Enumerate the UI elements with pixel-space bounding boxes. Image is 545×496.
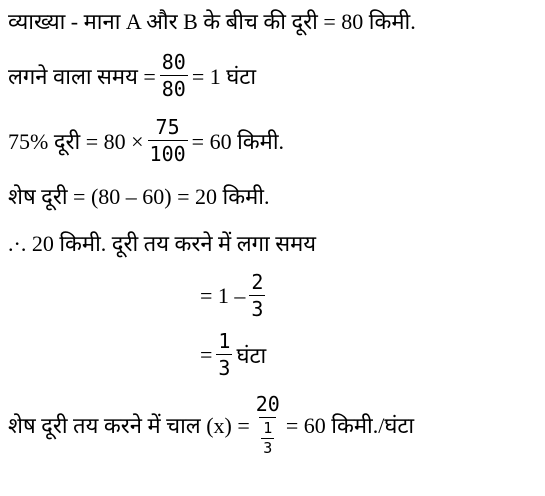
time-subtraction-row bbox=[200, 272, 269, 319]
time-subtraction-label: = 1 – bbox=[200, 282, 246, 308]
fraction-denominator bbox=[259, 417, 276, 456]
fraction-denominator: 100 bbox=[149, 142, 186, 166]
percent-distance-row bbox=[8, 117, 284, 164]
fraction-numerator: 2 bbox=[251, 270, 264, 294]
time-taken-row bbox=[8, 52, 256, 99]
one-third-fraction bbox=[216, 331, 232, 378]
nested-numerator: 1 bbox=[263, 419, 273, 437]
speed-fraction bbox=[254, 394, 282, 456]
percent-distance-result: = 60 किमी. bbox=[191, 128, 285, 154]
fraction-numerator: 20 bbox=[255, 392, 280, 416]
nested-denominator: 3 bbox=[263, 439, 273, 457]
fraction-denominator: 3 bbox=[251, 297, 264, 321]
time-result-equals: = bbox=[200, 341, 213, 367]
explanation-heading bbox=[8, 6, 416, 36]
therefore-text: .·. 20 किमी. दूरी तय करने में लगा समय bbox=[8, 231, 317, 256]
speed-row bbox=[8, 394, 414, 456]
nested-fraction bbox=[261, 421, 274, 456]
fraction-denominator: 80 bbox=[161, 77, 186, 101]
fraction-denominator: 3 bbox=[218, 356, 231, 380]
time-result-row bbox=[200, 331, 266, 378]
fraction-numerator: 1 bbox=[218, 329, 231, 353]
fraction-numerator: 80 bbox=[161, 50, 186, 74]
remaining-distance-row bbox=[8, 181, 269, 211]
explanation-heading-text: व्याख्या - माना A और B के बीच की दूरी = 80 किमी. bbox=[8, 9, 416, 34]
time-taken-result: = 1 घंटा bbox=[191, 63, 257, 89]
time-taken-label: लगने वाला समय = bbox=[8, 63, 156, 89]
therefore-row bbox=[8, 228, 316, 258]
time-fraction bbox=[160, 52, 188, 99]
speed-result: = 60 किमी./घंटा bbox=[285, 413, 415, 438]
remaining-distance-text: शेष दूरी = (80 – 60) = 20 किमी. bbox=[8, 184, 270, 209]
percent-distance-label: 75% दूरी = 80 × bbox=[8, 128, 144, 154]
percent-fraction bbox=[148, 117, 188, 164]
two-thirds-fraction bbox=[249, 272, 265, 319]
speed-label: शेष दूरी तय करने में चाल (x) = bbox=[8, 413, 250, 438]
time-result-unit: घंटा bbox=[236, 342, 267, 368]
fraction-numerator: 75 bbox=[155, 115, 180, 139]
